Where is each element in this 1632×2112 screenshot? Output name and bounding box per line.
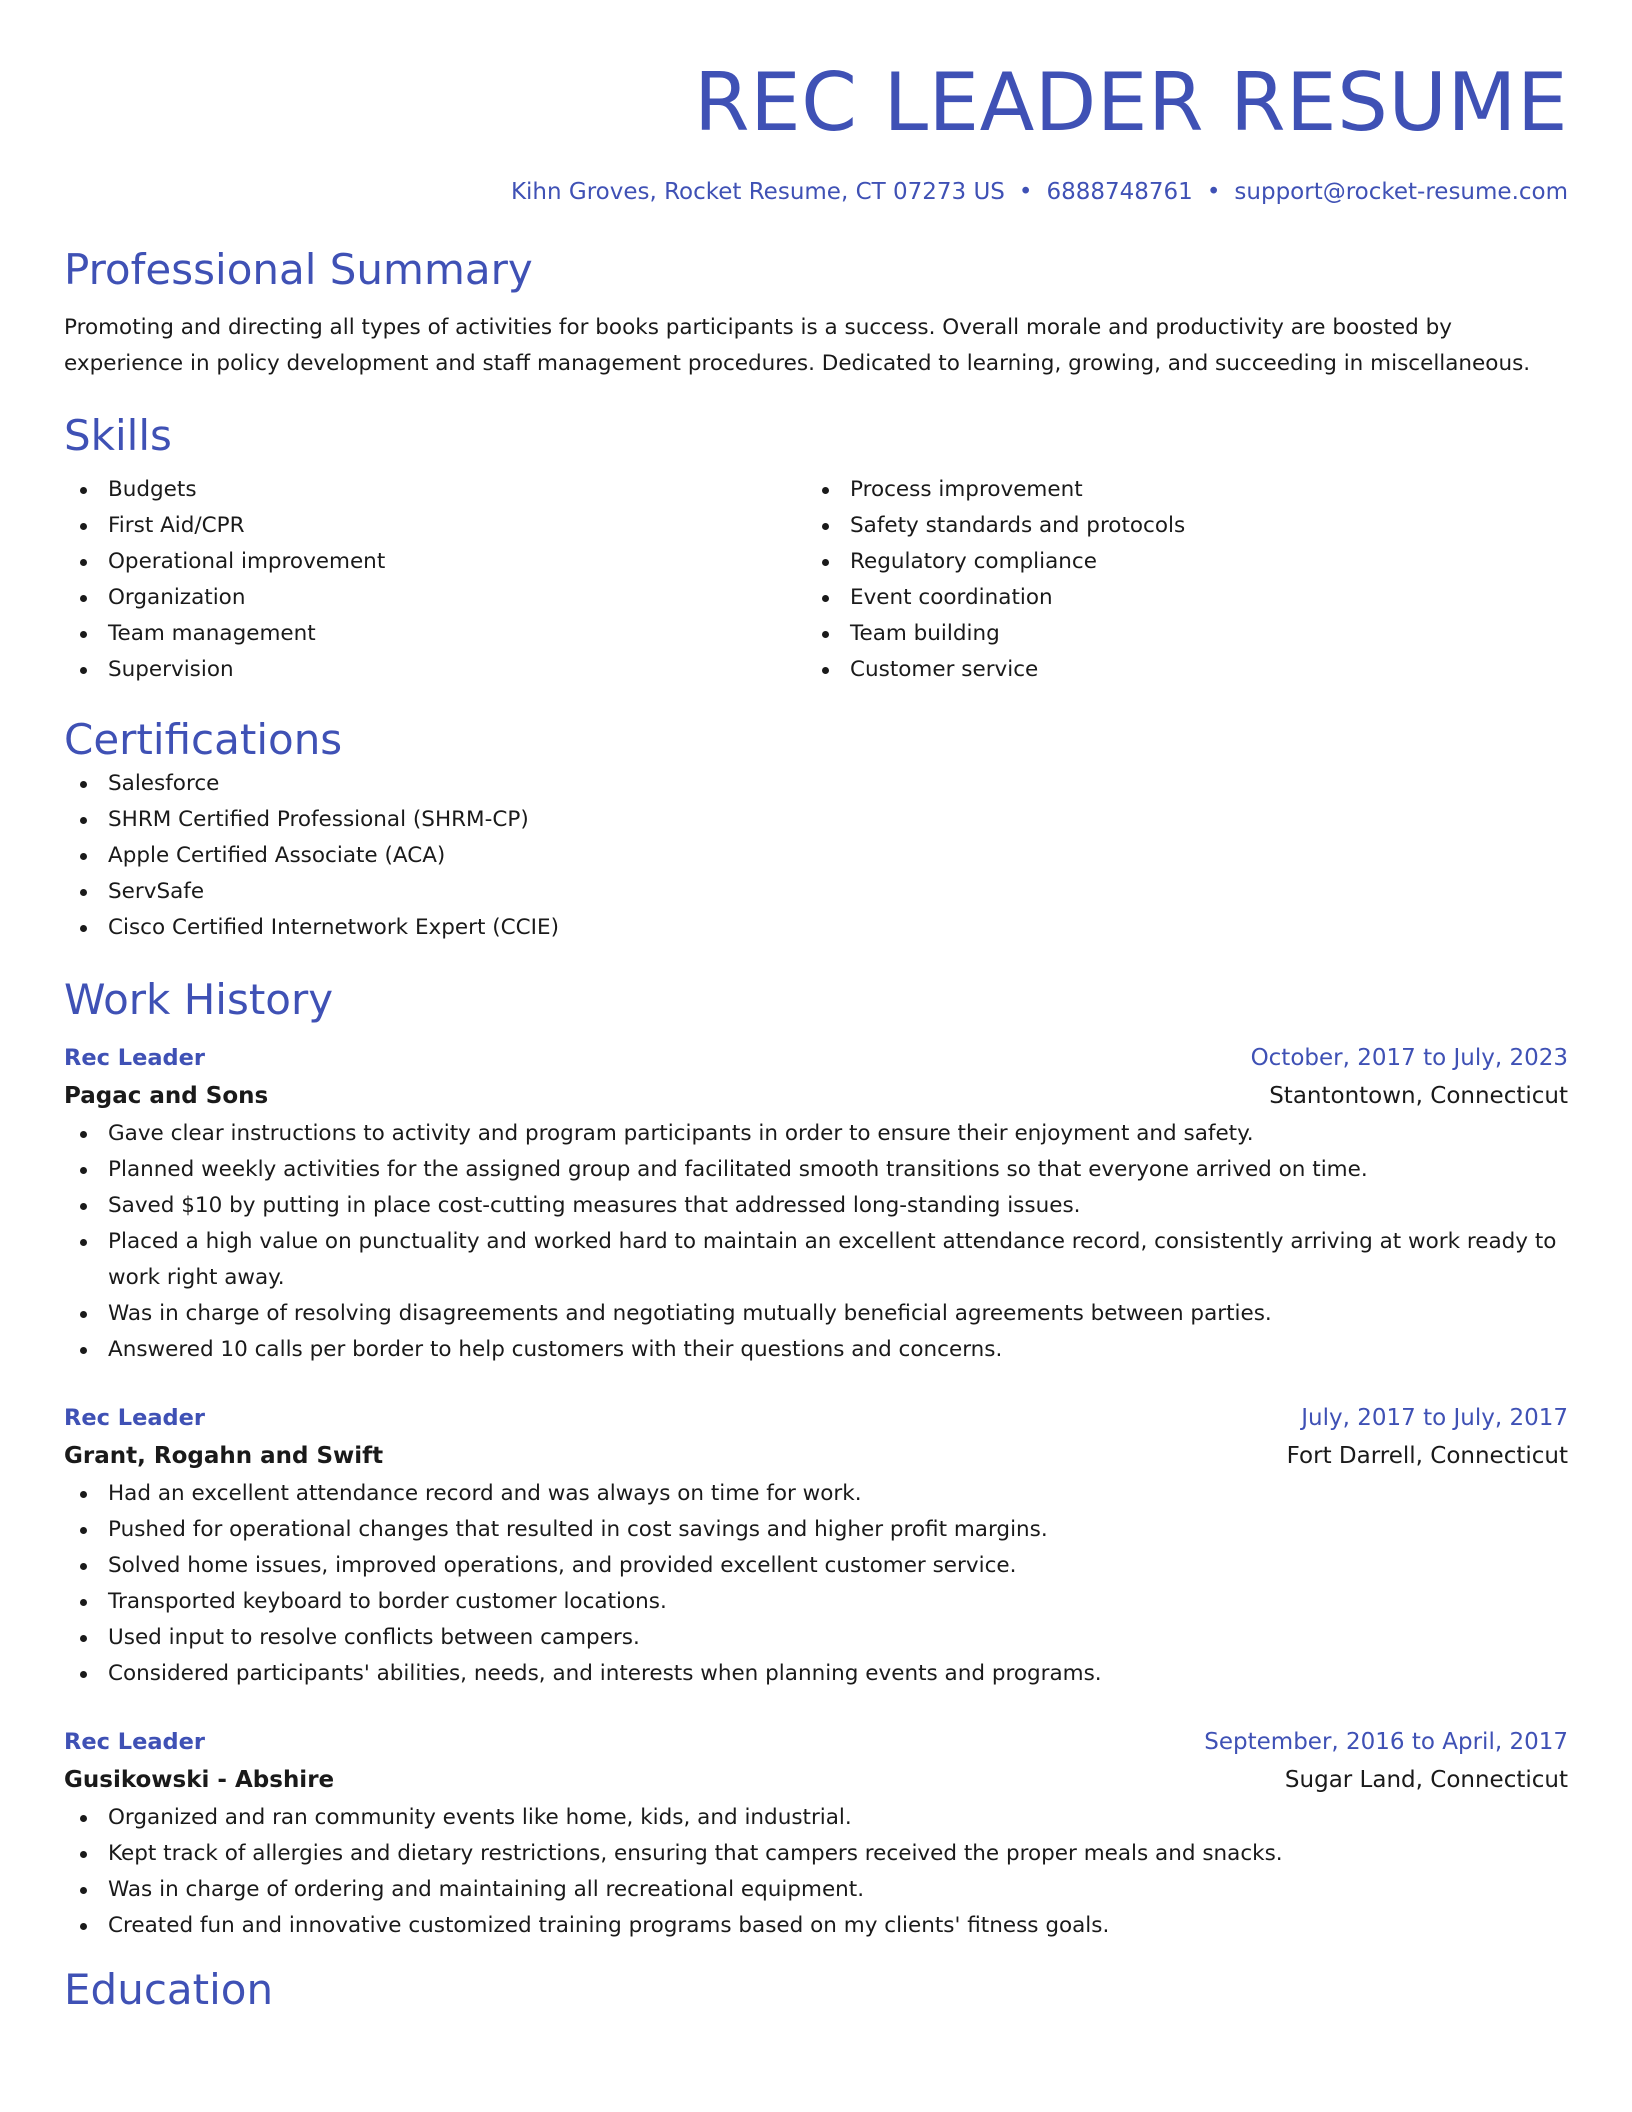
- job-bullet: Considered participants' abilities, needs, and interests when planning events and programs.: [64, 1656, 1568, 1692]
- job-role: Rec Leader: [64, 1729, 205, 1755]
- job-bullet: Had an excellent attendance record and was always on time for work.: [64, 1476, 1568, 1512]
- certifications-list: [64, 766, 1568, 946]
- job-bullet: Pushed for operational changes that resulted in cost savings and higher profit margins.: [64, 1512, 1568, 1548]
- summary-heading: Professional Summary: [64, 245, 533, 294]
- skills-column-right: [806, 472, 1548, 688]
- job-company-row: [64, 1436, 1568, 1476]
- skills-list-right: [806, 472, 1548, 688]
- contact-line: [64, 176, 1568, 208]
- job-bullet: Answered 10 calls per border to help customers with their questions and concerns.: [64, 1332, 1568, 1368]
- job-bullet: Gave clear instructions to activity and program participants in order to ensure their enjoyment and safety.: [64, 1116, 1568, 1152]
- job-bullet: Organized and ran community events like home, kids, and industrial.: [64, 1800, 1568, 1836]
- skill-item: Supervision: [64, 652, 806, 688]
- skills-grid: [64, 472, 1568, 688]
- job-bullet: Transported keyboard to border customer locations.: [64, 1584, 1568, 1620]
- job-role: Rec Leader: [64, 1045, 205, 1071]
- job-header-row: [64, 1400, 1568, 1436]
- job-bullet: Was in charge of ordering and maintaining all recreational equipment.: [64, 1872, 1568, 1908]
- resume-title: REC LEADER RESUME: [694, 56, 1568, 149]
- job-location: Stantontown, Connecticut: [1269, 1083, 1568, 1109]
- job-bullet: Saved $10 by putting in place cost-cutting measures that addressed long-standing issues.: [64, 1188, 1568, 1224]
- job-dates: October, 2017 to July, 2023: [1250, 1045, 1568, 1071]
- certification-item: ServSafe: [64, 874, 1568, 910]
- skill-item: Customer service: [806, 652, 1548, 688]
- job-company-row: [64, 1076, 1568, 1116]
- skill-item: Regulatory compliance: [806, 544, 1548, 580]
- job-location: Fort Darrell, Connecticut: [1286, 1443, 1568, 1469]
- job-bullets: [64, 1476, 1568, 1692]
- skill-item: Team management: [64, 616, 806, 652]
- contact-separator: •: [1018, 179, 1033, 205]
- certification-item: Apple Certified Associate (ACA): [64, 838, 1568, 874]
- skill-item: Organization: [64, 580, 806, 616]
- job-company-row: [64, 1760, 1568, 1800]
- skills-list-left: [64, 472, 806, 688]
- skill-item: Process improvement: [806, 472, 1548, 508]
- job-location: Sugar Land, Connecticut: [1284, 1767, 1568, 1793]
- job-bullet: Was in charge of resolving disagreements and negotiating mutually beneficial agreements between parties.: [64, 1296, 1568, 1332]
- job-entry: [64, 1724, 1568, 1944]
- job-bullet: Planned weekly activities for the assigned group and facilitated smooth transitions so that everyone arrived on time.: [64, 1152, 1568, 1188]
- certification-item: Cisco Certified Internetwork Expert (CCIE): [64, 910, 1568, 946]
- skill-item: Safety standards and protocols: [806, 508, 1548, 544]
- job-bullets: [64, 1800, 1568, 1944]
- certification-item: SHRM Certified Professional (SHRM-CP): [64, 802, 1568, 838]
- education-heading: Education: [64, 1965, 274, 2014]
- certifications-heading: Certifications: [64, 715, 343, 764]
- skills-column-left: [64, 472, 806, 688]
- job-company: Gusikowski - Abshire: [64, 1767, 335, 1793]
- job-bullet: Solved home issues, improved operations, and provided excellent customer service.: [64, 1548, 1568, 1584]
- job-header-row: [64, 1724, 1568, 1760]
- certification-item: Salesforce: [64, 766, 1568, 802]
- contact-email[interactable]: support@rocket-resume.com: [1234, 179, 1568, 205]
- job-company: Grant, Rogahn and Swift: [64, 1443, 384, 1469]
- job-entry: [64, 1400, 1568, 1692]
- skill-item: Budgets: [64, 472, 806, 508]
- contact-phone: 6888748761: [1046, 179, 1193, 205]
- job-dates: July, 2017 to July, 2017: [1301, 1405, 1568, 1431]
- skill-item: Operational improvement: [64, 544, 806, 580]
- job-bullet: Kept track of allergies and dietary restrictions, ensuring that campers received the proper meals and snacks.: [64, 1836, 1568, 1872]
- skill-item: First Aid/CPR: [64, 508, 806, 544]
- job-bullets: [64, 1116, 1568, 1368]
- contact-separator: •: [1206, 179, 1221, 205]
- job-role: Rec Leader: [64, 1405, 205, 1431]
- job-bullet: Used input to resolve conflicts between campers.: [64, 1620, 1568, 1656]
- skills-heading: Skills: [64, 411, 172, 460]
- job-entry: [64, 1040, 1568, 1368]
- skill-item: Event coordination: [806, 580, 1548, 616]
- job-header-row: [64, 1040, 1568, 1076]
- summary-text: Promoting and directing all types of activities for books participants is a success. Overall morale and productivity are boosted by experience in policy development and staff management procedures. Dedicated to learning, growing, and succeeding in miscellaneous.: [64, 315, 1531, 376]
- work-history-heading: Work History: [64, 975, 334, 1024]
- job-dates: September, 2016 to April, 2017: [1204, 1729, 1568, 1755]
- job-bullet: Placed a high value on punctuality and worked hard to maintain an excellent attendance record, consistently arriving at work ready to work right away.: [64, 1224, 1568, 1296]
- job-company: Pagac and Sons: [64, 1083, 269, 1109]
- job-bullet: Created fun and innovative customized training programs based on my clients' fitness goals.: [64, 1908, 1568, 1944]
- contact-address: Kihn Groves, Rocket Resume, CT 07273 US: [510, 179, 1005, 205]
- skill-item: Team building: [806, 616, 1548, 652]
